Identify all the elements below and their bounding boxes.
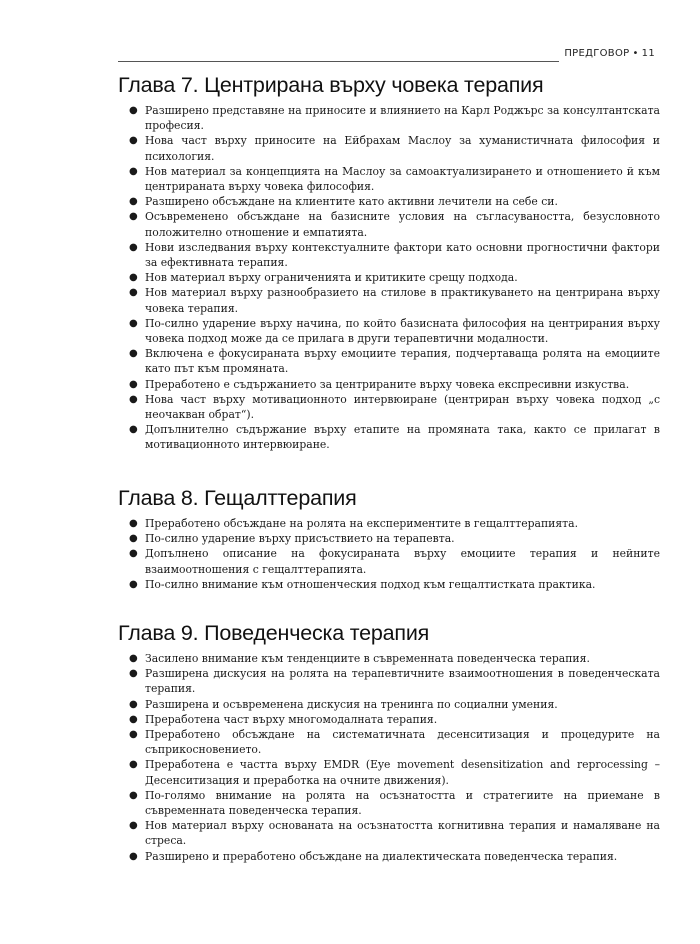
- list-item: [118, 377, 660, 392]
- list-item-text: Нова част върху мотивационното интервюиране (центриран върху човека подход „с неочакван обрат“).: [145, 392, 660, 422]
- bullet-icon: ●: [129, 135, 138, 147]
- list-item-text: Разширено представяне на приносите и влиянието на Карл Роджърс за консултантската професия.: [145, 104, 660, 133]
- bullet-icon: ●: [129, 713, 138, 725]
- bullet-icon: ●: [129, 548, 138, 560]
- bullet-icon: ●: [129, 533, 138, 545]
- header-separator: •: [632, 48, 639, 59]
- bullet-icon: ●: [129, 668, 138, 680]
- list-item-text: Разширена дискусия на ролята на терапевтичните взаимоотношения в поведенческата терапия.: [145, 667, 660, 696]
- list-item: [118, 757, 660, 787]
- list-item: [118, 392, 660, 422]
- list-item-text: Допълнително съдържание върху етапите на промяната така, както се прилагат в мотивационното интервюиране.: [145, 423, 660, 452]
- list-item: [118, 818, 660, 848]
- list-item-text: По-силно ударение върху присъствието на терапевта.: [145, 532, 455, 546]
- list-item-text: Преработено е съдържанието за центрираните върху човека експресивни изкуства.: [145, 377, 630, 391]
- chapter-9-section: [118, 620, 660, 864]
- bullet-icon: ●: [129, 729, 138, 741]
- chapter-7-list: [118, 103, 660, 453]
- bullet-icon: ●: [129, 211, 138, 223]
- list-item-text: Преработена е частта върху EMDR (Eye movement desensitization and reprocessing – Десенситизация и преработка на очните движения).: [145, 758, 660, 787]
- chapter-8-section: [118, 485, 660, 592]
- chapter-7-title: Глава 7. Центрирана върху човека терапия: [118, 73, 544, 97]
- list-item: [118, 577, 660, 592]
- page-number: 11: [641, 48, 655, 59]
- list-item-text: По-голямо внимание на ролята на осъзнатостта и стратегиите на приемане в съвременната поведенческа терапия.: [145, 788, 660, 818]
- list-item: [118, 727, 660, 757]
- bullet-icon: ●: [129, 789, 138, 801]
- bullet-icon: ●: [129, 578, 138, 590]
- list-item-text: По-силно внимание към отношенческия подход към гещалтистката практика.: [145, 577, 596, 591]
- list-item: [118, 316, 660, 346]
- running-header: [118, 48, 655, 64]
- bullet-icon: ●: [129, 317, 138, 329]
- chapter-8-title: Глава 8. Гещалттерапия: [118, 486, 357, 510]
- list-item-text: Преработено обсъждане на ролята на експериментите в гещалттерапията.: [145, 517, 579, 530]
- list-item-text: Преработена част върху многомодалната терапия.: [145, 712, 438, 726]
- bullet-icon: ●: [129, 518, 138, 529]
- list-item-text: Разширена и осъвременена дискусия на тренинга по социални умения.: [145, 697, 558, 711]
- header-rule: [118, 61, 559, 62]
- header-text: [564, 48, 655, 59]
- list-item-text: По-силно ударение върху начина, по който базисната философия на центрирания върху човека подход може да се прилага в други терапевтични модалности.: [145, 316, 660, 346]
- list-item-text: Включена е фокусираната върху емоциите терапия, подчертаваща ролята на емоциите като път към промяната.: [145, 347, 660, 376]
- list-item-text: Разширено и преработено обсъждане на диалектическата поведенческа терапия.: [145, 849, 618, 863]
- bullet-icon: ●: [129, 196, 138, 208]
- list-item-text: Нов материал върху ограниченията и критиките срещу подхода.: [145, 271, 518, 285]
- chapter-8-list: [118, 516, 660, 592]
- list-item-text: Допълнено описание на фокусираната върху емоциите терапия и нейните взаимоотношения с гещалттерапията.: [145, 547, 660, 576]
- bullet-icon: ●: [129, 378, 138, 390]
- list-item-text: Разширено обсъждане на клиентите като активни лечители на себе си.: [145, 195, 558, 209]
- list-item: [118, 516, 660, 531]
- chapter-9-title: Глава 9. Поведенческа терапия: [118, 621, 430, 645]
- list-item: [118, 531, 660, 546]
- list-item: [118, 164, 660, 194]
- list-item: [118, 666, 660, 696]
- list-item-text: Нов материал върху основаната на осъзнатостта когнитивна терапия и намаляване на стреса.: [145, 819, 660, 848]
- bullet-icon: ●: [129, 272, 138, 284]
- list-item-text: Нова част върху приносите на Ейбрахам Маслоу за хуманистичната философия и психология.: [145, 134, 660, 163]
- bullet-icon: ●: [129, 424, 138, 436]
- list-item-text: Осъвременено обсъждане на базисните условия на съгласуваността, безусловното положително отношение и емпатията.: [145, 210, 660, 239]
- list-item: [118, 422, 660, 452]
- bullet-icon: ●: [129, 241, 138, 253]
- list-item-text: Засилено внимание към тенденциите в съвременната поведенческа терапия.: [145, 652, 590, 665]
- list-item: [118, 270, 660, 285]
- bullet-icon: ●: [129, 165, 138, 177]
- chapter-7-section: [118, 72, 660, 453]
- list-item: [118, 651, 660, 666]
- list-item: [118, 788, 660, 818]
- bullet-icon: ●: [129, 820, 138, 832]
- list-item-text: Нови изследвания върху контекстуалните фактори като основни прогностични фактори за ефективната терапия.: [145, 240, 660, 270]
- list-item: [118, 849, 660, 864]
- list-item: [118, 133, 660, 163]
- list-item: [118, 697, 660, 712]
- bullet-icon: ●: [129, 393, 138, 405]
- list-item: [118, 240, 660, 270]
- header-section: ПРЕДГОВОР: [564, 48, 630, 59]
- chapter-9-list: [118, 651, 660, 864]
- list-item: [118, 285, 660, 315]
- list-item-text: Нов материал върху разнообразието на стилове в практикуването на центрирана върху човека терапия.: [145, 286, 660, 315]
- bullet-icon: ●: [129, 759, 138, 771]
- list-item: [118, 712, 660, 727]
- bullet-icon: ●: [129, 653, 138, 664]
- bullet-icon: ●: [129, 348, 138, 360]
- bullet-icon: ●: [129, 105, 138, 116]
- list-item: [118, 546, 660, 576]
- bullet-icon: ●: [129, 287, 138, 299]
- list-item: [118, 194, 660, 209]
- list-item-text: Нов материал за концепцията на Маслоу за самоактуализирането и отношението й към центрираната върху човека философия.: [145, 164, 660, 194]
- bullet-icon: ●: [129, 850, 138, 862]
- list-item: [118, 103, 660, 133]
- list-item-text: Преработено обсъждане на систематичната десенситизация и процедурите на съприкосновението.: [145, 728, 660, 757]
- bullet-icon: ●: [129, 698, 138, 710]
- list-item: [118, 346, 660, 376]
- list-item: [118, 209, 660, 239]
